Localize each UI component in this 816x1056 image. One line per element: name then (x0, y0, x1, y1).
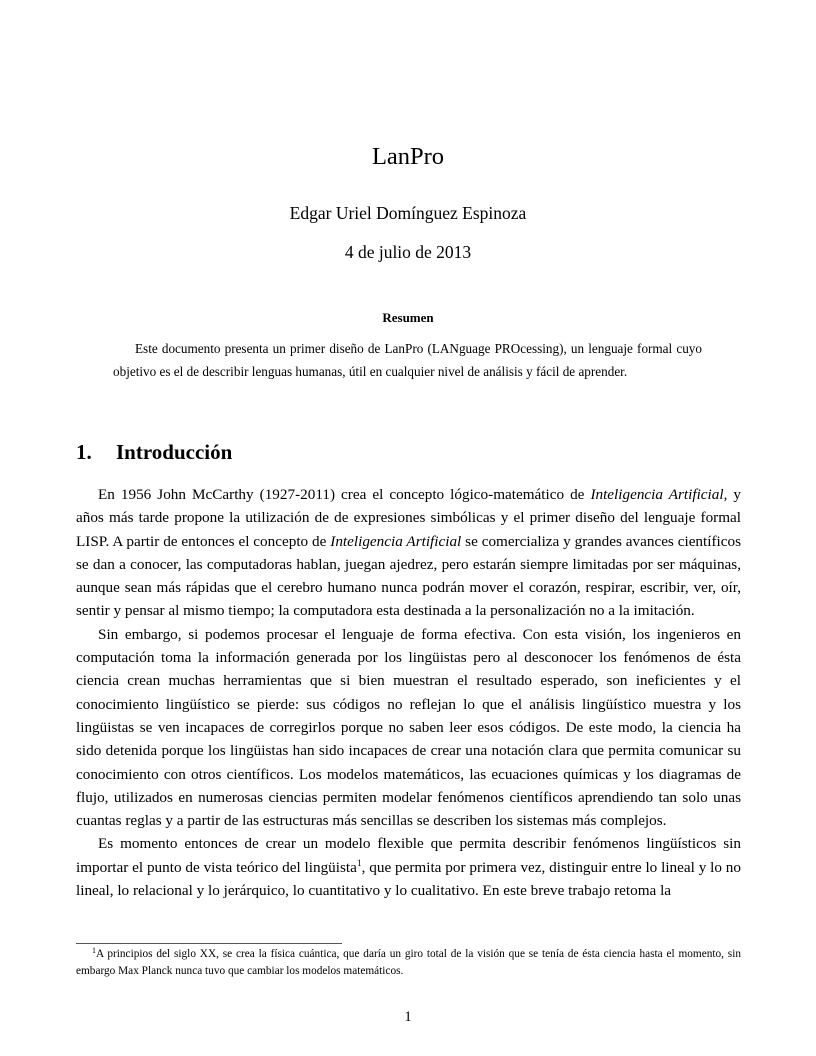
section-heading (76, 438, 232, 466)
document-date: 4 de julio de 2013 (344, 242, 472, 262)
abstract-heading: Resumen (382, 310, 434, 325)
footnote-marker[interactable]: 1 (356, 858, 362, 869)
paragraph-2: Sin embargo, si podemos procesar el lenguaje de forma efectiva. Con esta visión, los ingenieros en computación toma la información generada por los lingüistas pero al desconocer los fenómenos de ésta ciencia crean muchas herramientas que si bien muestran el resultado esperado, son ineficientes y el conocimiento lingüístico se pierde: sus códigos no reflejan lo que el análisis lingüístico muestra y los lingüistas se ven incapaces de corregirlos porque no saben leer esos códigos. De este modo, la ciencia ha sido detenida porque los lingüistas han sido incapaces de crear una notación clara que permita comunicar su conocimiento con otros científicos. Los modelos matemáticos, las ecuaciones químicas y los diagramas de flujo, utilizados en numerosas ciencias permiten modelar fenómenos científicos aprendiendo tan solo unas cuantas reglas y a partir de las estructuras más sencillas se describen los sistemas más complejos. (76, 625, 741, 830)
paragraph-3-part-a: Es momento entonces de crear un modelo flexible que permita describir fenómenos lingüísticos sin importar el punto de vista teórico del lingüista (76, 835, 741, 876)
paragraph-3-part-b: , que permita por primera vez, distinguir entre lo lineal y lo no lineal, lo relacional y lo jerárquico, lo cuantitativo y lo cualitativo. En este breve trabajo retoma la (76, 858, 741, 900)
footnote-text: A principios del siglo XX, se crea la física cuántica, que daría un giro total de la visión que se tenía de ésta ciencia hasta el momento, sin embargo Max Planck nunca tuvo que cambiar los modelos matemáticos. (76, 948, 741, 977)
section-title: Introducción (116, 440, 233, 464)
footnote-number: 1 (92, 946, 96, 955)
page-number: 1 (404, 1009, 412, 1025)
paragraph-1 (76, 483, 741, 623)
paragraph-1-part-a: En 1956 John McCarthy (1927-2011) crea el concepto lógico-matemático de (98, 486, 591, 503)
paragraph-1-part-b: , y años más tarde propone la utilización de de expresiones simbólicas y el primer diseño del lenguaje formal LISP. A partir de entonces el concepto de (76, 486, 741, 550)
abstract-text: Este documento presenta un primer diseño de LanPro (LANguage PROcessing), un lenguaje formal cuyo objetivo es el de describir lenguas humanas, útil en cualquier nivel de análisis y fácil de aprender. (113, 341, 702, 380)
paragraph-1-part-c: se comercializa y grandes avances científicos se dan a conocer, las computadoras hablan, juegan ajedrez, pero estarán siempre limitadas por ser máquinas, aunque sean más rápidas que el cerebro humano nunca podrán mover el corazón, respirar, escribir, ver, oír, sentir y pensar al mismo tiempo; la computadora esta destinada a la personalización no a la imitación. (76, 532, 741, 620)
paragraph-1-emphasis-2: Inteligencia Artificial (330, 532, 462, 550)
section-body (76, 483, 741, 902)
paragraph-3 (76, 832, 741, 902)
document-title: LanPro (371, 143, 445, 170)
paragraph-1-emphasis-1: Inteligencia Artificial (590, 486, 724, 503)
document-author: Edgar Uriel Domínguez Espinoza (289, 203, 527, 223)
section-number: 1. (76, 440, 92, 464)
footnote (76, 946, 741, 979)
footnote-divider (76, 943, 342, 944)
